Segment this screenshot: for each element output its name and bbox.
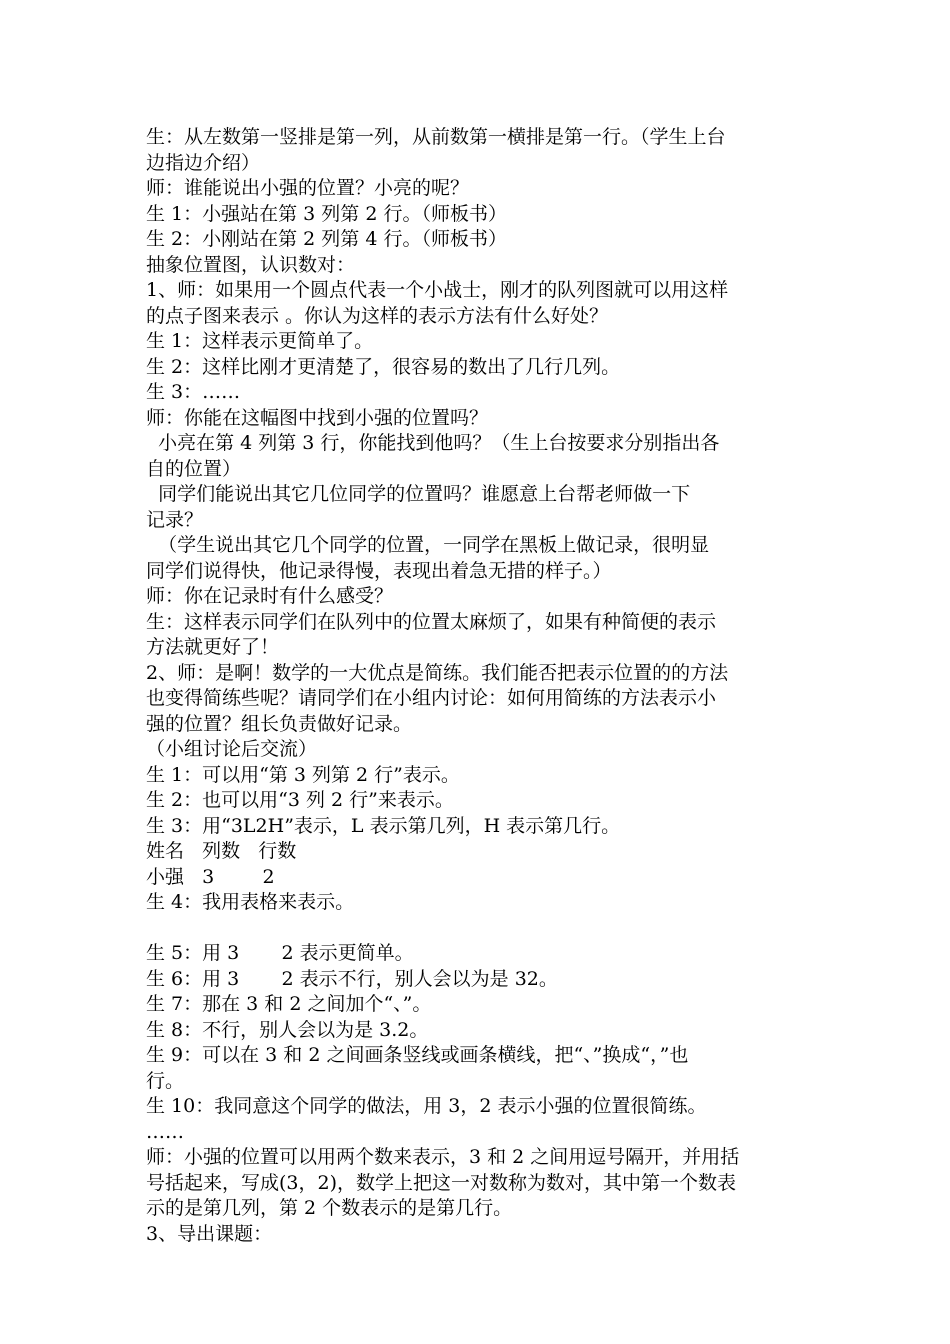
text-line: （学生说出其它几个同学的位置，一同学在黑板上做记录，很明显 xyxy=(146,534,710,556)
text-line: 生 1：小强站在第 3 列第 2 行。（师板书） xyxy=(146,202,507,225)
text-line: 抽象位置图，认识数对： xyxy=(146,253,356,276)
text-line: 示的是第几列，第 2 个数表示的是第几行。 xyxy=(146,1197,513,1219)
text-line: 生 10：我同意这个同学的做法，用 3，2 表示小强的位置很简练。 xyxy=(146,1095,707,1117)
text-line: 行。 xyxy=(146,1069,185,1092)
text-line: 强的位置？组长负责做好记录。 xyxy=(146,712,413,735)
text-line: 师：谁能说出小强的位置？小亮的呢？ xyxy=(146,177,470,199)
text-line: 生 1：这样表示更简单了。 xyxy=(146,330,374,352)
text-line: 生 4：我用表格来表示。 xyxy=(146,891,355,913)
text-line: 生 3：用“3L2H”表示，L 表示第几列，H 表示第几行。 xyxy=(146,814,621,837)
document-body xyxy=(146,125,814,1247)
text-line: 记录？ xyxy=(146,508,204,531)
text-line: 同学们说得快，他记录得慢，表现出着急无措的样子。） xyxy=(146,559,612,582)
text-line: 方法就更好了！ xyxy=(146,636,280,658)
text-line: 生：从左数第一竖排是第一列，从前数第一横排是第一行。（学生上台 xyxy=(146,126,726,148)
text-line: 生 7：那在 3 和 2 之间加个“、”。 xyxy=(146,993,432,1015)
text-line: 生 2：也可以用“3 列 2 行”来表示。 xyxy=(146,789,454,811)
text-line: 2、师：是啊！数学的一大优点是简练。我们能否把表示位置的的方法 xyxy=(146,661,729,684)
text-line: 师：你能在这幅图中找到小强的位置吗？ xyxy=(146,406,489,429)
text-line: 边指边介绍） xyxy=(146,151,261,174)
text-line: 姓名 列数 行数 xyxy=(146,840,297,862)
text-line: 小亮在第 4 列第 3 行，你能找到他吗？（生上台按要求分别指出各 xyxy=(146,432,720,454)
text-line: 师：小强的位置可以用两个数来表示，3 和 2 之间用逗号隔开，并用括 xyxy=(146,1146,740,1168)
text-line: 生 1：可以用“第 3 列第 2 行”表示。 xyxy=(146,763,460,786)
text-line: 生 9：可以在 3 和 2 之间画条竖线或画条横线，把“、”换成“，”也 xyxy=(146,1044,689,1066)
text-line: 1、师：如果用一个圆点代表一个小战士，刚才的队列图就可以用这样 xyxy=(146,279,729,301)
text-line: 3、导出课题： xyxy=(146,1222,273,1245)
text-line: 生 2：小刚站在第 2 列第 4 行。（师板书） xyxy=(146,228,507,250)
text-line: 生 6：用 3 2 表示不行，别人会以为是 32。 xyxy=(146,967,558,990)
text-line: 也变得简练些呢？请同学们在小组内讨论：如何用简练的方法表示小 xyxy=(146,687,717,709)
blank-line xyxy=(146,916,814,942)
text-line: 小强 3 2 xyxy=(146,865,275,888)
text-line: 师：你在记录时有什么感受？ xyxy=(146,585,394,607)
text-line: 生 3：…… xyxy=(146,381,241,403)
text-line: 自的位置） xyxy=(146,457,242,480)
text-line: 生 8：不行，别人会以为是 3.2。 xyxy=(146,1018,429,1041)
text-line: 的点子图来表示 。你认为这样的表示方法有什么好处？ xyxy=(146,304,609,327)
text-line: 生 5：用 3 2 表示更简单。 xyxy=(146,942,414,964)
text-line: （小组讨论后交流） xyxy=(146,738,318,760)
text-line: 生 2：这样比刚才更清楚了，很容易的数出了几行几列。 xyxy=(146,355,621,378)
text-line: …… xyxy=(146,1120,184,1143)
text-line: 号括起来，写成(3，2)，数学上把这一对数称为数对，其中第一个数表 xyxy=(146,1171,737,1194)
text-line: 同学们能说出其它几位同学的位置吗？谁愿意上台帮老师做一下 xyxy=(146,483,691,505)
text-line: 生：这样表示同学们在队列中的位置太麻烦了，如果有种简便的表示 xyxy=(146,610,717,633)
